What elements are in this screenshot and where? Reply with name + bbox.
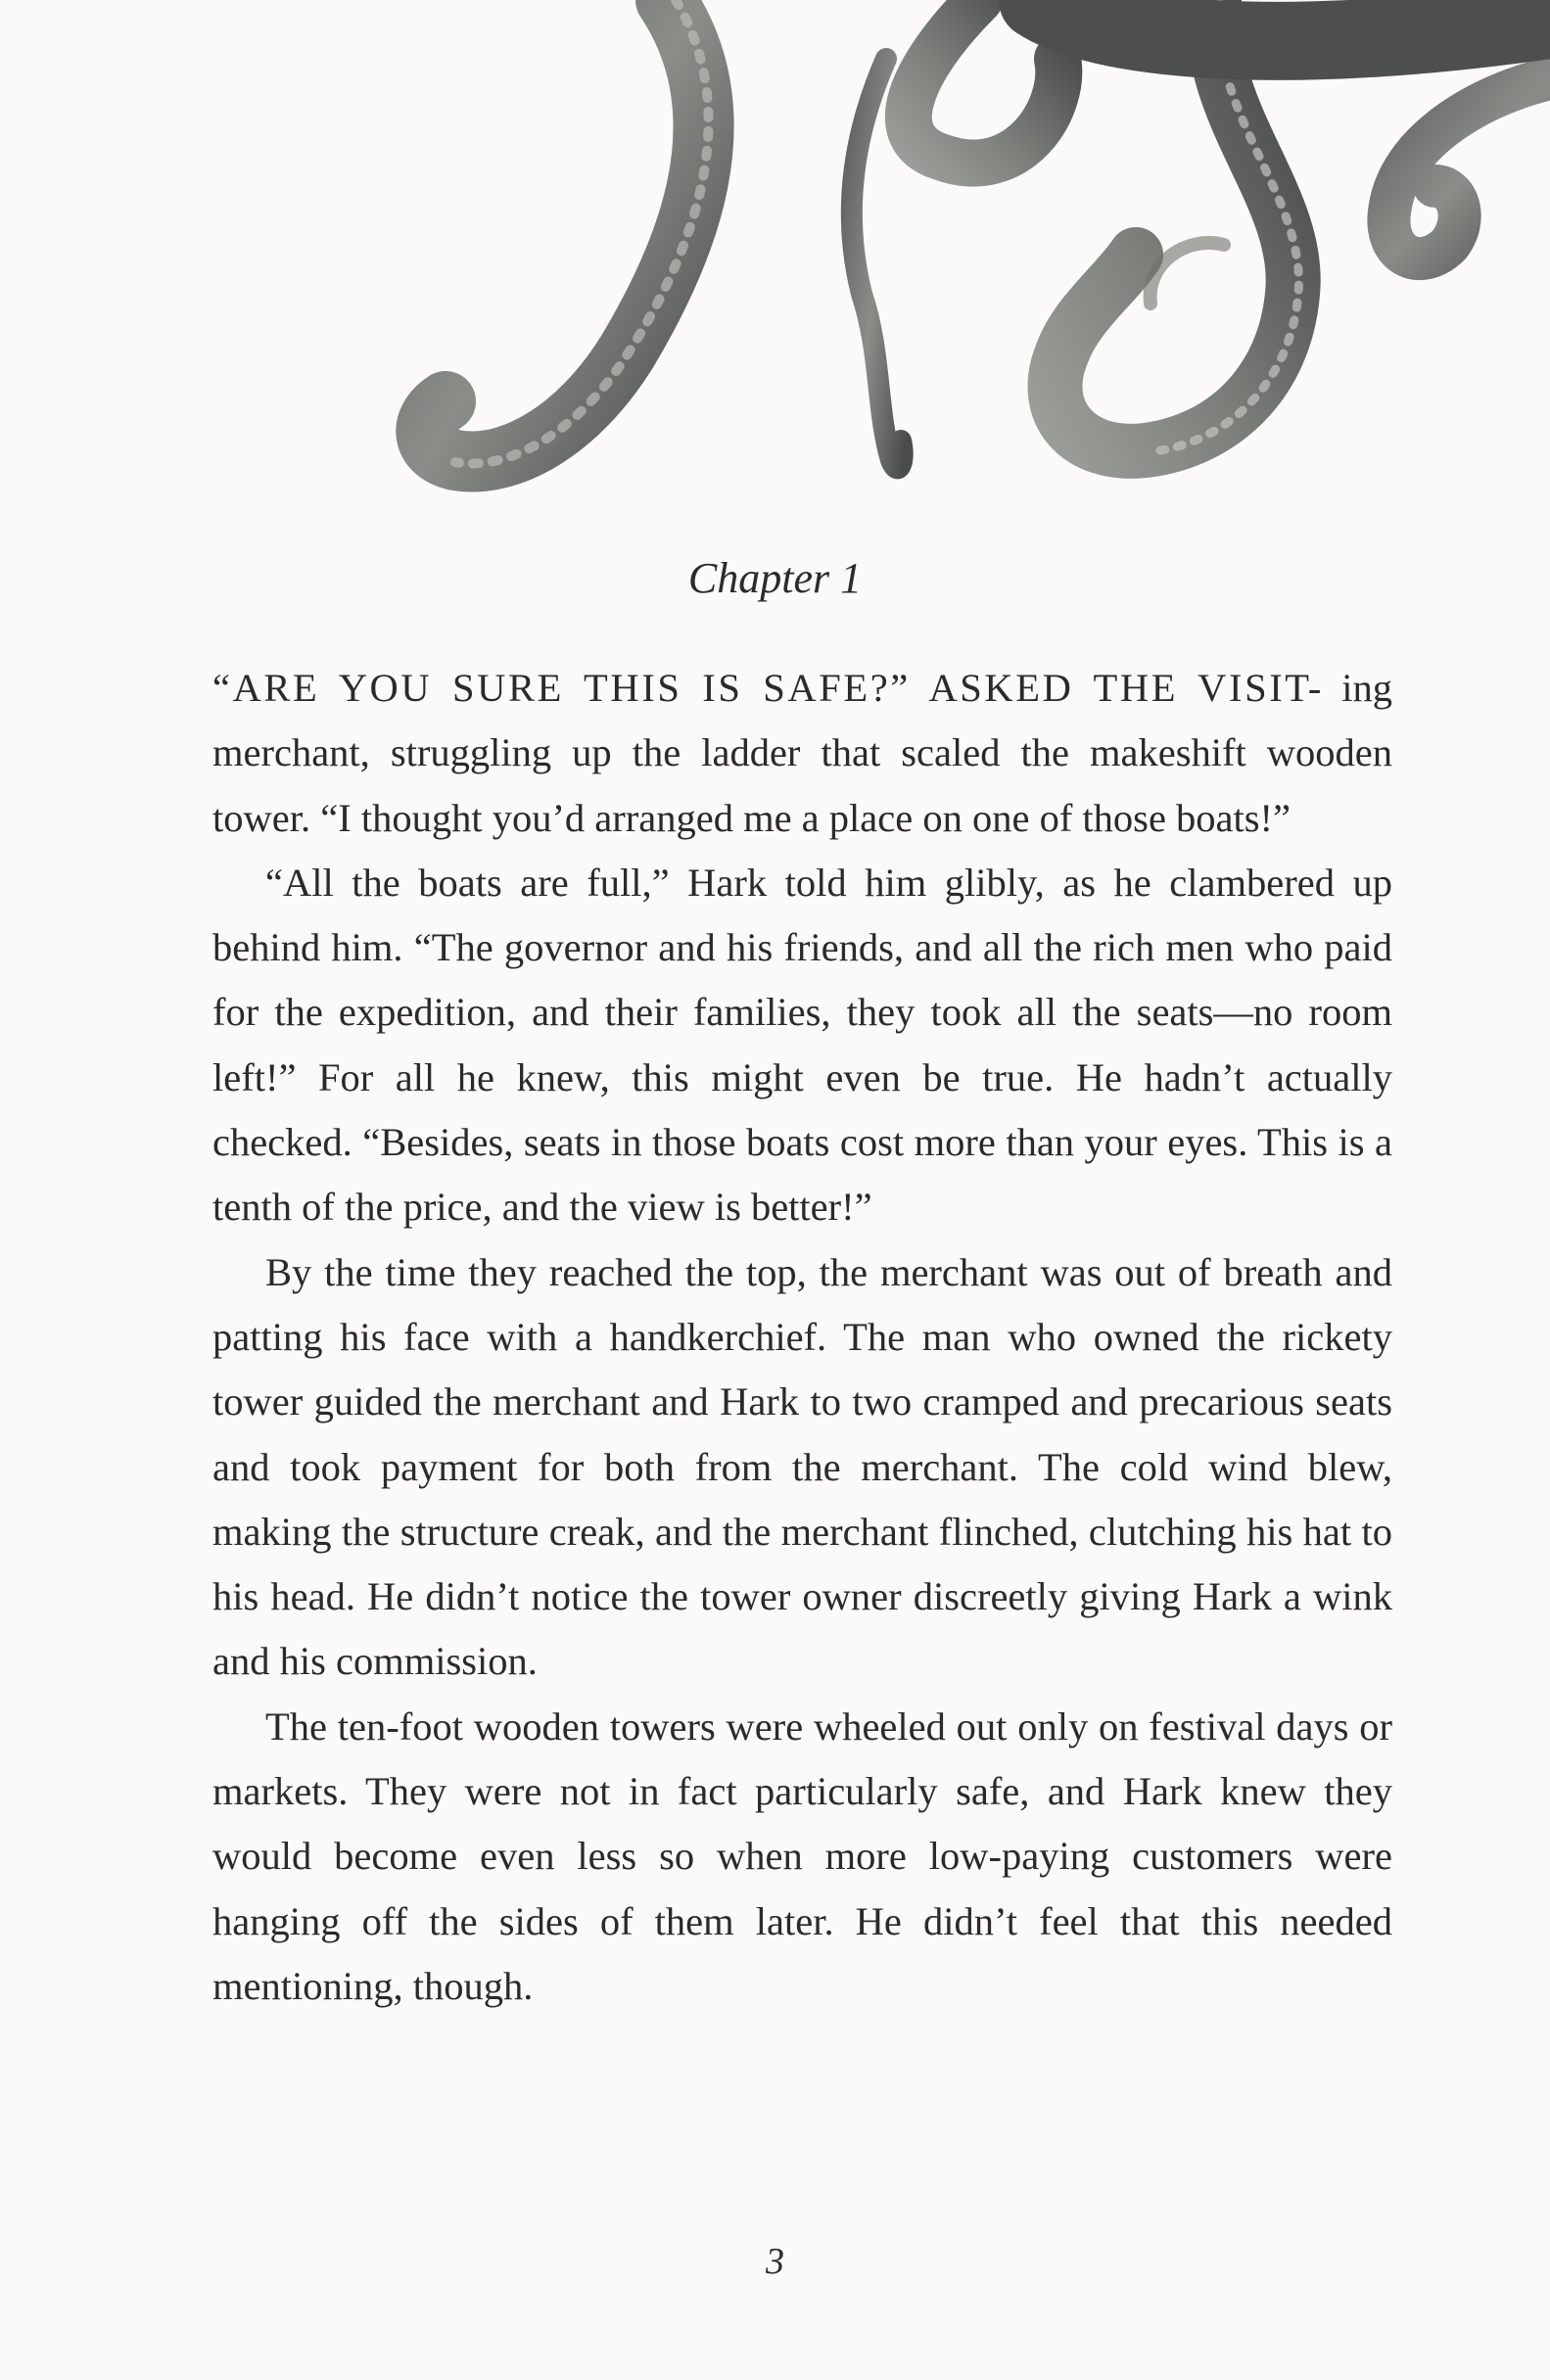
octopus-tentacles-icon [0, 0, 1550, 529]
page-number: 3 [766, 2241, 784, 2282]
chapter-body [212, 656, 1392, 2019]
paragraph: “All the boats are full,” Hark told him glibly, as he clambered up behind him. “The governor and his friends, and all the rich men who paid for the expedition, and their families, they took all the seats—no room left!” For all he knew, this might even be true. He hadn’t actually checked. “Besides, seats in those boats cost more than your eyes. This is a tenth of the price, and the view is better!” [212, 860, 1392, 1230]
paragraph-text: ing merchant, struggling up the ladder that scaled the makeshift wooden tower. “I thought you’d arranged me a place on one of those boats!” [212, 666, 1392, 840]
paragraph: By the time they reached the top, the merchant was out of breath and patting his face with a handkerchief. The man who owned the rickety tower guided the merchant and Hark to two cramped and precarious seats and took payment for both from the merchant. The cold wind blew, making the structure creak, and the merchant flinched, clutching his hat to his head. He didn’t notice the tower owner discreetly giving Hark a wink and his commission. [212, 1249, 1392, 1684]
paragraph [212, 656, 1392, 851]
paragraph-lead-caps: “ARE YOU SURE THIS IS SAFE?” ASKED THE VISIT- [212, 666, 1325, 710]
paragraph: The ten-foot wooden towers were wheeled out only on festival days or markets. They were not in fact particularly safe, and Hark knew they would become even less so when more low-paying customers were hanging off the sides of them later. He didn’t feel that this needed mentioning, though. [212, 1703, 1392, 2008]
chapter-title: Chapter 1 [687, 554, 863, 602]
